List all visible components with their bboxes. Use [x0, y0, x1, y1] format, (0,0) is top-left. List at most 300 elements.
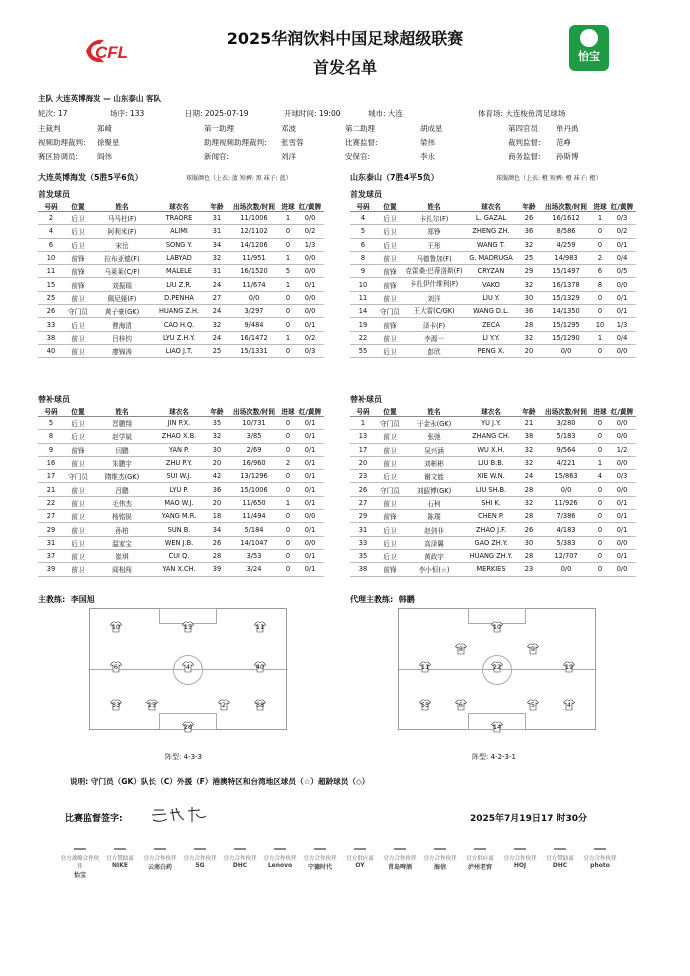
table-cell: 温家宝 — [92, 536, 152, 549]
official-name: 阎伟 — [97, 152, 112, 161]
table-cell: 10 — [592, 318, 608, 331]
table-cell: 38 — [38, 331, 64, 344]
table-cell: 黄子豪(GK) — [92, 305, 152, 318]
sponsor-name: HOJ — [513, 861, 527, 869]
table-cell: 前锋 — [376, 563, 404, 576]
table-cell: WEN J.B. — [152, 536, 206, 549]
column-header: 年龄 — [518, 406, 540, 417]
table-cell: 24 — [206, 278, 228, 291]
table-cell: YU J.Y. — [464, 417, 518, 430]
table-cell: 刘洋 — [404, 291, 464, 304]
table-row — [38, 549, 324, 562]
table-cell: CRYZAN — [464, 265, 518, 278]
table-cell: 0/1 — [296, 470, 324, 483]
table-cell: 王彤 — [404, 238, 464, 251]
table-cell: 3/53 — [228, 549, 280, 562]
table-cell: 0 — [280, 305, 296, 318]
table-cell: 31 — [350, 523, 376, 536]
table-cell: 16/960 — [228, 456, 280, 469]
player-jersey-icon — [419, 699, 431, 711]
official-role: 第二助理 — [345, 124, 375, 133]
table-row — [350, 265, 636, 278]
sponsor-name: 海信 — [433, 863, 446, 871]
sponsor-logo — [420, 848, 460, 871]
table-cell: LYU Z.H.Y. — [152, 331, 206, 344]
venue-info: 体育场: 大连梭鱼湾足球场 — [478, 109, 566, 118]
table-cell: 2 — [38, 212, 64, 225]
table-cell: 32 — [518, 331, 540, 344]
sponsor-strip — [60, 848, 620, 879]
table-cell: 36 — [206, 483, 228, 496]
sponsor-category: 官方战略合作伙伴 — [60, 855, 100, 870]
table-cell: 马莱莱(C/F) — [92, 265, 152, 278]
table-cell: 后卫 — [64, 238, 92, 251]
table-cell: 17 — [38, 470, 64, 483]
table-row — [350, 549, 636, 562]
column-header: 号码 — [38, 406, 64, 417]
table-cell: 10/731 — [228, 417, 280, 430]
table-cell: 前卫 — [376, 456, 404, 469]
jersey-number: 10 — [492, 623, 502, 631]
table-cell: 1 — [350, 417, 376, 430]
sponsor-logo — [380, 848, 420, 871]
table-cell: PENG X. — [464, 344, 518, 357]
table-cell: 0/2 — [608, 225, 636, 238]
away-starters-label: 首发球员 — [350, 190, 382, 199]
table-cell: 28 — [518, 510, 540, 523]
table-cell: 0 — [592, 417, 608, 430]
table-cell: 4/221 — [540, 456, 592, 469]
table-cell: 30 — [206, 443, 228, 456]
player-jersey-icon — [110, 699, 122, 711]
table-row — [350, 318, 636, 331]
table-cell: 前卫 — [64, 563, 92, 576]
table-row — [38, 305, 324, 318]
table-row — [350, 291, 636, 304]
table-cell: 0 — [592, 443, 608, 456]
city-info: 城市: 大连 — [368, 109, 403, 118]
table-cell: 0/1 — [296, 483, 324, 496]
player-jersey-icon — [182, 621, 194, 633]
table-cell: 9 — [38, 443, 64, 456]
official-role: 裁判监督: — [508, 138, 541, 147]
table-cell: 1 — [280, 496, 296, 509]
column-header: 进球 — [593, 203, 607, 211]
table-row — [38, 278, 324, 291]
table-cell: 1/3 — [296, 238, 324, 251]
table-cell: 0/1 — [608, 510, 636, 523]
table-cell: 0 — [592, 510, 608, 523]
table-cell: 11/494 — [228, 510, 280, 523]
table-cell: 12/707 — [540, 549, 592, 562]
table-cell: 0 — [280, 563, 296, 576]
jersey-number: 15 — [183, 623, 193, 631]
table-row — [350, 563, 636, 576]
column-header: 红/黄牌 — [608, 201, 636, 212]
sponsor-name: 怡宝 — [73, 871, 86, 879]
table-row — [350, 443, 636, 456]
table-cell: 5/184 — [228, 523, 280, 536]
column-header: 位置 — [64, 201, 92, 212]
table-cell: 0 — [280, 536, 296, 549]
table-cell: 守门员 — [64, 470, 92, 483]
table-cell: 6 — [350, 238, 376, 251]
column-header: 红/黄牌 — [296, 201, 324, 212]
table-cell: 1 — [280, 331, 296, 344]
table-cell: 31 — [38, 536, 64, 549]
player-jersey-icon — [419, 661, 431, 673]
signature — [148, 804, 214, 826]
table-row — [38, 225, 324, 238]
table-cell: 前卫 — [376, 331, 404, 344]
column-header: 年龄 — [518, 201, 540, 212]
jersey-number: 19 — [564, 663, 574, 671]
table-row — [38, 318, 324, 331]
table-cell: 1 — [592, 212, 608, 225]
table-cell: 5 — [280, 265, 296, 278]
table-cell: SUN B. — [152, 523, 206, 536]
player-jersey-icon — [110, 661, 122, 673]
table-cell: 0/1 — [608, 496, 636, 509]
sponsor-category: 官方合作伙伴 — [263, 855, 297, 862]
sponsor-category: 官方供应商 — [466, 855, 494, 862]
home-subs-table — [38, 406, 324, 577]
player-jersey-icon — [527, 699, 539, 711]
sponsor-logo — [260, 848, 300, 869]
jersey-number: 4 — [566, 701, 572, 709]
table-cell: 32 — [206, 251, 228, 264]
official-name: 单丹禹 — [556, 124, 579, 133]
sponsor-category: 官方供应商 — [346, 855, 374, 862]
table-cell: 张弛 — [404, 430, 464, 443]
table-cell: 0/0 — [608, 456, 636, 469]
table-row — [38, 483, 324, 496]
column-header: 姓名 — [92, 406, 152, 417]
sponsor-name: 5G — [195, 861, 205, 869]
table-cell: CHEN P. — [464, 510, 518, 523]
table-cell: LABYAD — [152, 251, 206, 264]
table-row — [38, 291, 324, 304]
table-cell: 31 — [206, 225, 228, 238]
page-title: 2025华润饮料中国足球超级联赛 — [226, 29, 464, 48]
official-role: 第一助理 — [204, 124, 234, 133]
table-cell: 11/951 — [228, 251, 280, 264]
table-cell: 0/0 — [608, 344, 636, 357]
table-cell: LIAO J.T. — [152, 344, 206, 357]
table-row — [38, 430, 324, 443]
table-cell: 后卫 — [376, 523, 404, 536]
jersey-number: 2 — [221, 701, 227, 709]
table-cell: ZHANG CH. — [464, 430, 518, 443]
table-cell: 20 — [206, 456, 228, 469]
table-cell: 廖锦涛 — [92, 344, 152, 357]
table-cell: 3/280 — [540, 417, 592, 430]
table-cell: 0 — [280, 510, 296, 523]
table-cell: 0 — [592, 430, 608, 443]
table-cell: 0/4 — [608, 331, 636, 344]
table-cell: GAO ZH.Y. — [464, 536, 518, 549]
table-cell: 0 — [280, 443, 296, 456]
date-info: 日期: 2025-07-19 — [185, 109, 249, 118]
official-role: 比赛监督: — [345, 138, 378, 147]
table-cell: 后卫 — [376, 470, 404, 483]
table-cell: LIU SH.B. — [464, 483, 518, 496]
table-cell: ZHAO X.B. — [152, 430, 206, 443]
player-jersey-icon — [563, 699, 575, 711]
table-cell: 28 — [206, 549, 228, 562]
table-cell: 卡扎尔(F) — [404, 212, 464, 225]
jersey-number: 40 — [255, 663, 265, 671]
official-role: 新闻官: — [204, 152, 230, 161]
table-cell: 28 — [518, 483, 540, 496]
sponsor-category: 官方合作伙伴 — [183, 855, 217, 862]
table-row — [350, 344, 636, 357]
table-cell: 前卫 — [64, 523, 92, 536]
table-cell: 前锋 — [376, 278, 404, 291]
table-cell: 32 — [518, 456, 540, 469]
table-row — [38, 470, 324, 483]
table-cell: 后卫 — [376, 549, 404, 562]
player-jersey-icon — [146, 699, 158, 711]
table-cell: 32 — [206, 430, 228, 443]
table-cell: 毛伟杰 — [92, 496, 152, 509]
table-cell: 郑铮 — [404, 225, 464, 238]
player-jersey-icon — [455, 699, 467, 711]
official-name: 李永 — [420, 152, 435, 161]
table-row — [38, 510, 324, 523]
player-jersey-icon — [182, 661, 194, 673]
table-row — [38, 456, 324, 469]
table-cell: 后卫 — [376, 225, 404, 238]
table-cell: 0/1 — [296, 417, 324, 430]
table-cell: 0/0 — [540, 563, 592, 576]
table-cell: 35 — [206, 417, 228, 430]
table-cell: 1 — [592, 456, 608, 469]
table-cell: 0/1 — [296, 456, 324, 469]
table-cell: MERKIES — [464, 563, 518, 576]
table-cell: 黄政宇 — [404, 549, 464, 562]
table-cell: MAO W.J. — [152, 496, 206, 509]
official-name: 邓波 — [281, 124, 296, 133]
table-cell: 赵学斌 — [92, 430, 152, 443]
table-row — [350, 536, 636, 549]
table-cell: 马马杜(F) — [92, 212, 152, 225]
table-cell: 卡扎伊什维利(F) — [404, 278, 464, 291]
table-cell: LYU P. — [152, 483, 206, 496]
table-cell: 17 — [350, 443, 376, 456]
table-cell: 14/1206 — [228, 238, 280, 251]
table-cell: 5 — [38, 417, 64, 430]
table-cell: 4 — [350, 212, 376, 225]
column-header: 出场次数/时间 — [228, 406, 280, 417]
table-cell: 20 — [206, 496, 228, 509]
sponsor-category: 官方合作伙伴 — [223, 855, 257, 862]
table-cell: 刘彬彬 — [404, 456, 464, 469]
sponsor-logo — [300, 848, 340, 871]
table-cell: 0 — [592, 536, 608, 549]
table-cell: 1 — [592, 331, 608, 344]
table-row — [350, 225, 636, 238]
table-cell: 前锋 — [376, 510, 404, 523]
player-jersey-icon — [491, 721, 503, 733]
player-jersey-icon — [254, 621, 266, 633]
table-row — [38, 331, 324, 344]
table-cell: 14/1350 — [540, 305, 592, 318]
table-cell: 克雷桑·巴蒂洛斯(F) — [404, 265, 464, 278]
legend: 说明: 守门员（GK）队长（C）外援（F）港澳特区和台湾地区球员（☆）超龄球员（◇） — [70, 777, 370, 786]
table-cell: 6 — [592, 265, 608, 278]
table-row — [38, 238, 324, 251]
table-cell: 34 — [206, 238, 228, 251]
column-header: 出场次数/时间 — [228, 201, 280, 212]
column-header: 进球 — [281, 203, 295, 211]
home-kit-colors: 球服颜色（上衣: 蓝 短裤: 黑 袜子: 蓝） — [186, 175, 292, 182]
round-info: 轮次: 17 — [38, 109, 68, 118]
table-cell: 16/1612 — [540, 212, 592, 225]
column-header: 进球 — [593, 408, 607, 416]
column-header: 红/黄牌 — [296, 406, 324, 417]
table-cell: 0/0 — [296, 536, 324, 549]
table-row — [350, 331, 636, 344]
table-cell: 11/926 — [540, 496, 592, 509]
jersey-number: 6 — [458, 701, 464, 709]
jersey-number: 26 — [183, 723, 193, 731]
table-cell: 16/1378 — [540, 278, 592, 291]
player-jersey-icon — [563, 661, 575, 673]
table-cell: 21 — [518, 417, 540, 430]
table-cell: CAO H.Q. — [152, 318, 206, 331]
table-cell: 33 — [38, 318, 64, 331]
jersey-number: 14 — [492, 723, 502, 731]
table-cell: 9 — [350, 265, 376, 278]
away-subs-table — [350, 406, 636, 577]
player-jersey-icon — [527, 643, 539, 655]
table-row — [350, 470, 636, 483]
away-formation: 阵型: 4-2-3-1 — [472, 753, 516, 761]
jersey-number: 5 — [530, 701, 536, 709]
player-jersey-icon — [491, 621, 503, 633]
sponsor-name: 宁德时代 — [307, 863, 332, 871]
game-info: 场序: 133 — [110, 109, 145, 118]
table-cell: 前锋 — [64, 251, 92, 264]
sponsor-category: 官方合作伙伴 — [423, 855, 457, 862]
table-cell: 21 — [38, 483, 64, 496]
table-cell: 石柯 — [404, 496, 464, 509]
table-cell: HUANG Z.H. — [152, 305, 206, 318]
table-cell: 12/1102 — [228, 225, 280, 238]
table-cell: 泽卡(F) — [404, 318, 464, 331]
table-cell: 后卫 — [64, 430, 92, 443]
table-cell: 0/0 — [296, 251, 324, 264]
table-cell: 晋鹏翔 — [92, 417, 152, 430]
sponsor-name: DHC — [552, 861, 568, 869]
table-cell: 0/0 — [608, 563, 636, 576]
table-cell: 孙柏 — [92, 523, 152, 536]
column-header: 位置 — [376, 201, 404, 212]
table-cell: 前锋 — [64, 265, 92, 278]
sponsor-logo — [60, 848, 100, 879]
table-cell: 后卫 — [64, 536, 92, 549]
column-header: 号码 — [350, 201, 376, 212]
jersey-number: 22 — [492, 663, 502, 671]
table-row — [38, 536, 324, 549]
table-cell: 0/1 — [608, 305, 636, 318]
table-row — [350, 496, 636, 509]
table-cell: L. GAZAL — [464, 212, 518, 225]
table-cell: MALELE — [152, 265, 206, 278]
sponsor-category: 官方合作伙伴 — [303, 855, 337, 862]
table-row — [350, 523, 636, 536]
table-cell: 0 — [280, 549, 296, 562]
jersey-number: 8 — [458, 645, 464, 653]
column-header: 出场次数/时间 — [540, 406, 592, 417]
table-cell: 26 — [518, 523, 540, 536]
table-cell: VAKO — [464, 278, 518, 291]
table-cell: 0/2 — [296, 225, 324, 238]
jersey-number: 4 — [185, 663, 191, 671]
table-cell: 9/484 — [228, 318, 280, 331]
table-cell: 阎相闯 — [92, 563, 152, 576]
table-cell: 55 — [350, 344, 376, 357]
table-cell: 26 — [350, 483, 376, 496]
table-cell: 朱鹏宇 — [92, 456, 152, 469]
table-cell: 后卫 — [64, 212, 92, 225]
table-cell: 24 — [518, 470, 540, 483]
time-info: 开球时间: 19:00 — [284, 109, 341, 118]
table-cell: 马德鲁加(F) — [404, 251, 464, 264]
sponsor-name: 青岛啤酒 — [387, 863, 412, 871]
column-header: 出场次数/时间 — [540, 201, 592, 212]
table-cell: 拉布亚德(F) — [92, 251, 152, 264]
table-cell: 14 — [350, 305, 376, 318]
table-cell: 0/3 — [608, 470, 636, 483]
table-cell: 27 — [206, 291, 228, 304]
sponsor-name: 云南白药 — [147, 863, 172, 871]
table-cell: 0/1 — [608, 291, 636, 304]
table-cell: 前卫 — [376, 443, 404, 456]
player-jersey-icon — [218, 699, 230, 711]
table-cell: 0 — [592, 291, 608, 304]
sponsor-logo — [220, 848, 260, 869]
table-cell: 7/386 — [540, 510, 592, 523]
table-cell: 0/0 — [608, 278, 636, 291]
table-cell: 后卫 — [64, 225, 92, 238]
jersey-number: 11 — [255, 623, 265, 631]
table-row — [38, 496, 324, 509]
table-cell: 39 — [38, 563, 64, 576]
table-cell: 8/586 — [540, 225, 592, 238]
official-name: 范峥 — [556, 138, 571, 147]
table-cell: ZECA — [464, 318, 518, 331]
table-row — [350, 305, 636, 318]
table-cell: 宋岳 — [92, 238, 152, 251]
table-cell: 0/2 — [296, 331, 324, 344]
table-cell: LI Y.Y. — [464, 331, 518, 344]
table-cell: 0 — [592, 483, 608, 496]
sponsor-name: NIKE — [111, 861, 128, 869]
table-cell: 31 — [206, 212, 228, 225]
table-cell: 0/0 — [296, 305, 324, 318]
svg-text:怡宝: 怡宝 — [578, 50, 600, 63]
table-cell: 刘韶博(GK) — [404, 483, 464, 496]
table-cell: 吕梓钧 — [92, 331, 152, 344]
jersey-number: 6 — [113, 663, 119, 671]
away-formation-pitch — [398, 608, 596, 730]
table-cell: 1 — [280, 278, 296, 291]
table-cell: 19 — [350, 318, 376, 331]
table-cell: 1 — [280, 212, 296, 225]
table-cell: 26 — [38, 305, 64, 318]
